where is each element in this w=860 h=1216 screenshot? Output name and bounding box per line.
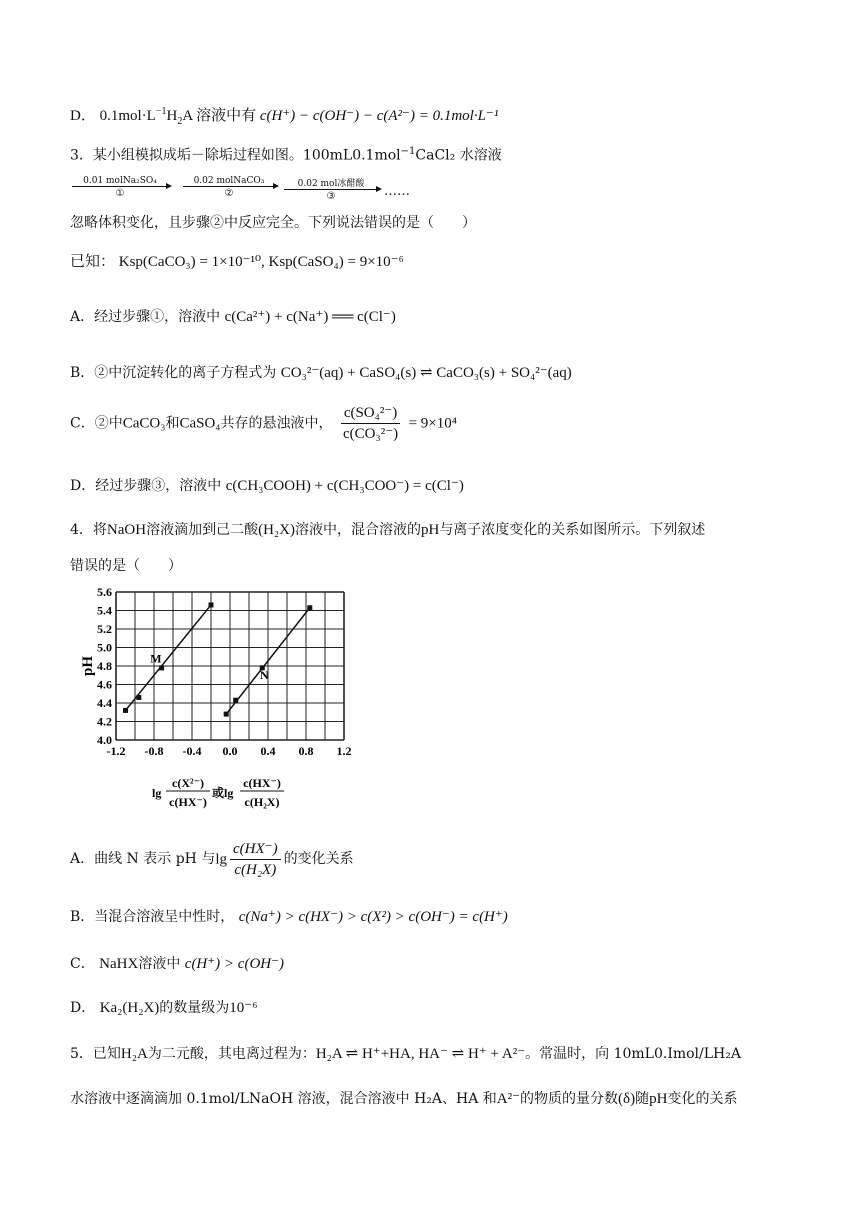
x-label-numerator-1: c(X²⁻) (172, 776, 204, 790)
ph-chart (80, 585, 374, 812)
equation: c(CH₃COOH) + c(CH₃COO⁻) = c(Cl⁻) (225, 478, 464, 494)
y-tick-label: 5.4 (97, 603, 112, 618)
equation: c(H⁺) > c(OH⁻) (184, 956, 285, 972)
text: 水溶液中逐滴滴加 0.1mol/LNaOH 溶液，混合溶液中 H₂A、HA 和 (70, 1091, 497, 1107)
ksp-values: Ksp(CaCO₃) = 1×10⁻¹⁰, Ksp(CaSO₄) = 9×10⁻⁶ (118, 254, 404, 270)
q4-stem-line1 (70, 521, 705, 539)
arrow-icon (183, 186, 275, 187)
equation: c(Na⁺) > c(HX⁻) > c(X²) > c(OH⁻) = c(H⁺) (238, 909, 508, 925)
x-tick-label: -0.4 (182, 744, 202, 758)
x-tick-label: 0.0 (222, 744, 238, 758)
text: A 溶液中有 (182, 108, 257, 124)
sup: −1 (400, 146, 416, 157)
numerator: c(SO₄²⁻) (341, 404, 400, 424)
step-number: ① (115, 188, 125, 199)
formula: (δ) (618, 1091, 636, 1107)
text: 4．将 (70, 522, 107, 538)
x-tick-label: 0.4 (260, 744, 276, 758)
data-point-M (159, 665, 164, 670)
q3-stem-line1 (70, 146, 502, 164)
x-tick-label: -0.8 (144, 744, 164, 758)
q4-option-d (70, 999, 257, 1017)
text: H (166, 108, 178, 124)
process-step-1 (72, 176, 168, 199)
text: 3．某小组模拟成垢－除垢过程如图。100mL0.1mol (70, 147, 401, 164)
q4-option-a (70, 840, 354, 879)
formula: CaCO₃ (122, 415, 166, 432)
numerator: c(HX⁻) (230, 840, 281, 860)
x-label-numerator-2: c(HX⁻) (243, 776, 281, 790)
text: 溶液中 (138, 956, 181, 972)
q3-option-b (70, 364, 572, 382)
formula: A²⁻ (496, 1091, 521, 1107)
x-tick-labels (107, 744, 352, 758)
option-text: A．经过步骤①，溶液中 (70, 309, 221, 325)
x-label-denominator-2: c(H₂X) (244, 795, 280, 809)
x-axis-label (152, 776, 284, 809)
fraction (230, 840, 281, 879)
arrow-icon (284, 189, 378, 190)
y-tick-label: 5.2 (97, 622, 112, 636)
equation: c(H⁺) − c(OH⁻) − c(A²⁻) = 0.1mol·L⁻¹ (259, 108, 499, 124)
equation: c(Ca²⁺) + c(Na⁺) ══ c(Cl⁻) (224, 309, 396, 325)
y-tick-labels (97, 585, 112, 747)
text: CaCl₂ 水溶液 (415, 147, 502, 164)
q3-known (70, 253, 404, 271)
denominator: c(H₂X) (234, 862, 277, 878)
formula: CaSO₄ (179, 415, 221, 432)
text: 的物质的量分数 (520, 1091, 619, 1107)
denominator: c(CO₃²⁻) (342, 426, 399, 442)
formula: NaHX (99, 956, 139, 972)
text: 变化的关系 (667, 1091, 738, 1107)
data-point-N (224, 712, 229, 717)
text: 5．已知 (70, 1046, 121, 1062)
arrow-icon (72, 186, 168, 187)
text: 与离子浓度变化的关系如图所示。下列叙述 (439, 522, 706, 538)
q3-option-d (70, 477, 464, 495)
chart-series (123, 602, 312, 716)
y-axis-label: pH (80, 655, 96, 677)
series-label-M: M (150, 651, 162, 666)
equation: = 9×10⁴ (408, 415, 457, 432)
data-point-M (136, 695, 141, 700)
equation: CO₃²⁻(aq) + CaSO₄(s) ⇌ CaCO₃(s) + SO₄²⁻(aq) (280, 365, 572, 381)
formula: NaOH (106, 522, 147, 538)
option-text: B．②中沉淀转化的离子方程式为 (70, 365, 277, 381)
x-label-or-lg: 或lg (212, 786, 234, 800)
step-reagent: 0.01 molNa₂SO₄ (83, 176, 157, 186)
fraction (340, 404, 401, 443)
chart-grid (116, 592, 344, 740)
text: 随 (635, 1091, 650, 1107)
x-label-denominator-1: c(HX⁻) (169, 795, 207, 809)
sub: 2 (177, 116, 183, 127)
q3-option-c (70, 404, 457, 443)
option-text: B．当混合溶液呈中性时， (70, 909, 235, 925)
option-text: A．曲线 N 表示 pH 与 (70, 851, 216, 868)
concentration-text: 0.1mol·L (99, 108, 156, 124)
process-step-3 (284, 176, 378, 202)
q5-line1 (70, 1045, 741, 1063)
formula: pH (649, 1091, 668, 1107)
option-prefix: D． (70, 108, 96, 124)
formula: Ka₂(H₂X) (99, 1000, 160, 1016)
ionization-equation: H₂A ⇌ H⁺+HA, HA⁻ ⇌ H⁺ + A²⁻ (315, 1046, 526, 1062)
ellipsis: …… (384, 184, 410, 199)
y-tick-label: 4.4 (97, 696, 112, 710)
q4-stem-line2: 错误的是（ ） (70, 558, 182, 574)
y-tick-label: 4.0 (97, 733, 112, 747)
y-tick-label: 4.6 (97, 677, 112, 692)
text: 的数量级为 (159, 1000, 230, 1016)
q4-option-c (70, 955, 284, 973)
option-text: C． (70, 956, 95, 972)
series-label-N: N (259, 667, 269, 682)
formula: 10⁻⁶ (229, 1000, 258, 1016)
data-point-N (233, 698, 238, 703)
text: 和 (165, 415, 180, 432)
known-label: 已知： (70, 254, 116, 270)
q3-stem-line2: 忽略体积变化，且步骤②中反应完全。下列说法错误的是（ ） (70, 215, 476, 231)
data-point-M (209, 602, 214, 607)
y-tick-label: 5.6 (97, 585, 112, 599)
x-label-lg: lg (152, 786, 162, 800)
process-step-2 (183, 176, 275, 199)
data-point-N (307, 605, 312, 610)
step-number: ③ (326, 191, 336, 202)
text: 的变化关系 (283, 851, 354, 868)
text: 。常温时，向 10mL0.Imol/LH₂A (525, 1046, 741, 1062)
y-tick-label: 4.8 (97, 659, 112, 673)
x-tick-label: -1.2 (106, 744, 126, 758)
option-text: D． (70, 1000, 96, 1016)
y-tick-label: 4.2 (97, 714, 112, 729)
series-line-M (126, 605, 212, 710)
x-tick-label: 0.8 (298, 744, 314, 758)
text: 为二元酸，其电离过程为： (147, 1046, 316, 1062)
q5-line2 (70, 1090, 737, 1108)
formula: (H₂X) (258, 522, 295, 538)
text: 溶液滴加到己二酸 (146, 522, 259, 538)
formula: H₂A (120, 1046, 148, 1062)
x-tick-label: 1.2 (336, 744, 352, 758)
sup: −1 (155, 106, 167, 117)
q2-option-d (70, 106, 498, 128)
data-point-M (123, 708, 128, 713)
q3-option-a (70, 308, 396, 326)
option-text: D．经过步骤③，溶液中 (70, 478, 222, 494)
formula: pH (420, 522, 440, 538)
y-tick-label: 5.0 (97, 640, 112, 655)
q4-option-b (70, 908, 508, 926)
text: 共存的悬浊液中， (220, 415, 333, 432)
option-text: C．②中 (70, 415, 123, 432)
text: 溶液中，混合溶液的 (294, 522, 421, 538)
log: lg (215, 851, 228, 868)
step-reagent: 0.02 molNaCO₃ (193, 176, 265, 186)
step-reagent: 0.02 mol冰醋酸 (297, 179, 365, 189)
step-number: ② (224, 188, 234, 199)
